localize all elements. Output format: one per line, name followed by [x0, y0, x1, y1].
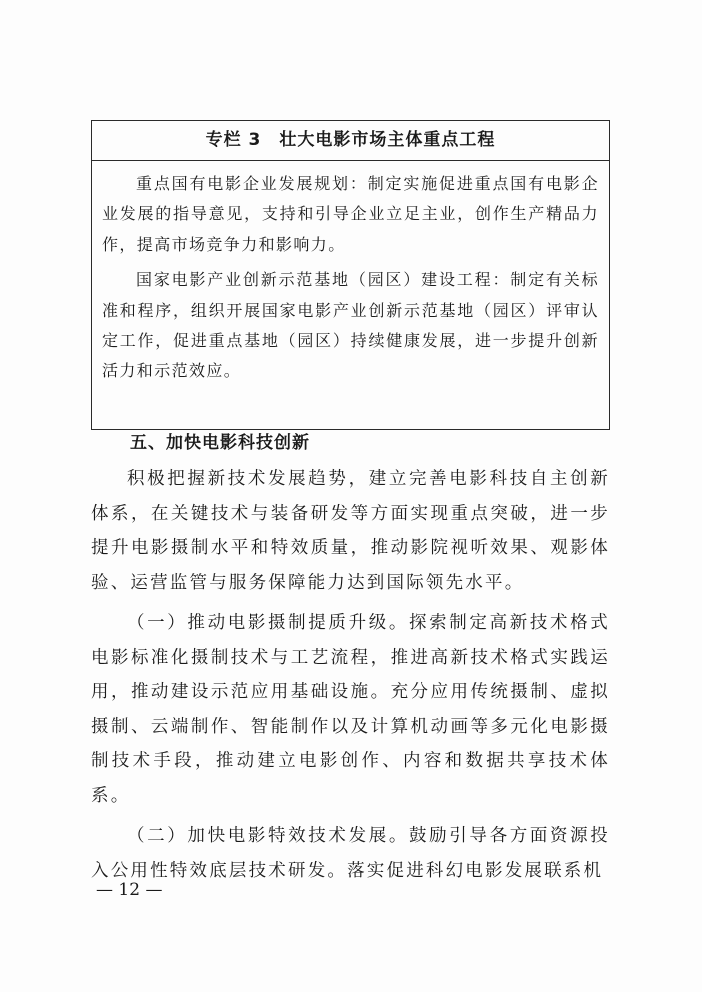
paragraph-text: 鼓励引导各方面资源投入公用性特效底层技术研发。落实促进科幻电影发展联系机 — [91, 826, 610, 881]
intro-paragraph: 积极把握新技术发展趋势，建立完善电影科技自主创新体系，在关键技术与装备研发等方面实现重点突破，进一步提升电影摄制水平和特效质量，推动影院视听效果、观影体验、运营监管与服务保障能力达到国际领先水平。 — [91, 469, 610, 593]
box-item — [102, 265, 599, 387]
box-item-lead: 重点国有电影企业发展规划： — [136, 174, 368, 193]
section-body — [91, 462, 610, 894]
paragraph-lead: （二）加快电影特效技术发展。 — [127, 826, 409, 846]
page-number: — 12 — — [96, 880, 163, 900]
box-title: 专栏 3 壮大电影市场主体重点工程 — [92, 121, 609, 161]
box-item-lead: 国家电影产业创新示范基地（园区）建设工程： — [136, 270, 511, 290]
box-item-text: 制定实施促进重点国有电影企业发展的指导意见，支持和引导企业立足主业，创作生产精品力作，提高市场竞争力和影响力。 — [102, 174, 600, 254]
body-paragraph — [91, 606, 610, 813]
feature-box — [91, 120, 610, 430]
section-title: 五、加快电影科技创新 — [130, 433, 310, 453]
paragraph-lead: （一）推动电影摄制提质升级。 — [127, 613, 409, 633]
box-item — [102, 169, 599, 260]
box-body — [92, 161, 609, 387]
box-item-text: 制定有关标准和程序，组织开展国家电影产业创新示范基地（园区）评审认定工作，促进重点基地（园区）持续健康发展，进一步提升创新活力和示范效应。 — [102, 270, 599, 381]
body-paragraph — [91, 819, 610, 888]
paragraph-text: 探索制定高新技术格式电影标准化摄制技术与工艺流程，推进高新技术格式实践运用，推动建设示范应用基础设施。充分应用传统摄制、虚拟摄制、云端制作、智能制作以及计算机动画等多元化电影摄制技术手段，推动建立电影创作、内容和数据共享技术体系。 — [91, 613, 610, 806]
